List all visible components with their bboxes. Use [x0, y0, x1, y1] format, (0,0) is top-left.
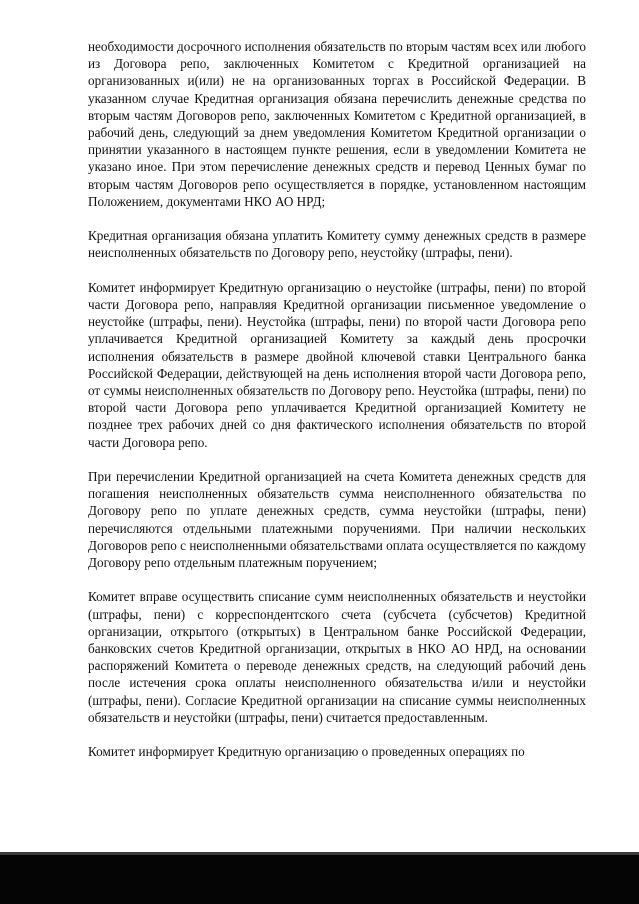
paragraph-penalty-notification: Комитет информирует Кредитную организацию о неустойке (штрафы, пени) по второй части Договора репо, направляя Кредитной организации письменное уведомление о неустойке (штрафы, пени). Неустойка (штрафы, пени) по второй части Договора репо уплачивается Кредитной организацией Комитету за каждый день просрочки исполнения обязательств в размере двойной ключевой ставки Центрального банка Российской Федерации, действующей на день исполнения второй части Договора репо, от суммы неисполненных обязательств по Договору репо. Неустойка (штрафы, пени) по второй части Договора репо уплачивается Кредитной организацией Комитету не позднее трех рабочих дней со дня фактического исполнения обязательств по второй части Договора репо. — [88, 279, 586, 450]
paragraph-early-repayment: необходимости досрочного исполнения обязательств по вторым частям всех или любого из Договора репо, заключенных Комитетом с Кредитной организацией на организованных и(или) не на организованных торгах в Российской Федерации. В указанном случае Кредитная организация обязана перечислить денежные средства по вторым частям Договоров репо, заключенных Комитетом с Кредитной организацией, в рабочий день, следующий за днем уведомления Комитетом Кредитной организации о принятии указанного в настоящем пункте решения, если в уведомлении Комитета не указано иное. При этом перечисление денежных средств и перевод Ценных бумаг по вторым частям Договоров репо осуществляется в порядке, установленном настоящим Положением, документами НКО АО НРД; — [88, 39, 586, 209]
paragraph-operations-info: Комитет информирует Кредитную организацию о проведенных операциях по — [88, 744, 525, 760]
document-text — [88, 38, 586, 778]
paragraph-payment-orders: При перечислении Кредитной организацией на счета Комитета денежных средств для погашения неисполненных обязательств сумма неисполненного обязательства по Договору репо по уплате денежных средств, сумма неустойки (штрафы, пени) перечисляются отдельными платежными поручениями. При наличии нескольких Договоров репо с неисполненными обязательствами оплата осуществляется по каждому Договору репо отдельным платежным поручением; — [88, 469, 586, 571]
paragraph-debit-right: Комитет вправе осуществить списание сумм неисполненных обязательств и неустойки (штрафы, пени) с корреспондентского счета (субсчета (субсчетов) Кредитной организации, открытого (открытых) в Центральном банке Российской Федерации, банковских счетов Кредитной организации, открытых в НКО АО НРД, на основании распоряжений Комитета о переводе денежных средств, на следующий рабочий день после истечения срока оплаты неисполненного обязательства и/или и неустойки (штрафы, пени). Согласие Кредитной организации на списание суммы неисполненных обязательств и неустойки (штрафы, пени) считается предоставленным. — [88, 589, 586, 725]
paragraph-payment-obligation: Кредитная организация обязана уплатить Комитету сумму денежных средств в размере неисполненных обязательств по Договору репо, неустойку (штрафы, пени). — [88, 228, 586, 261]
scan-bottom-border — [0, 855, 639, 904]
